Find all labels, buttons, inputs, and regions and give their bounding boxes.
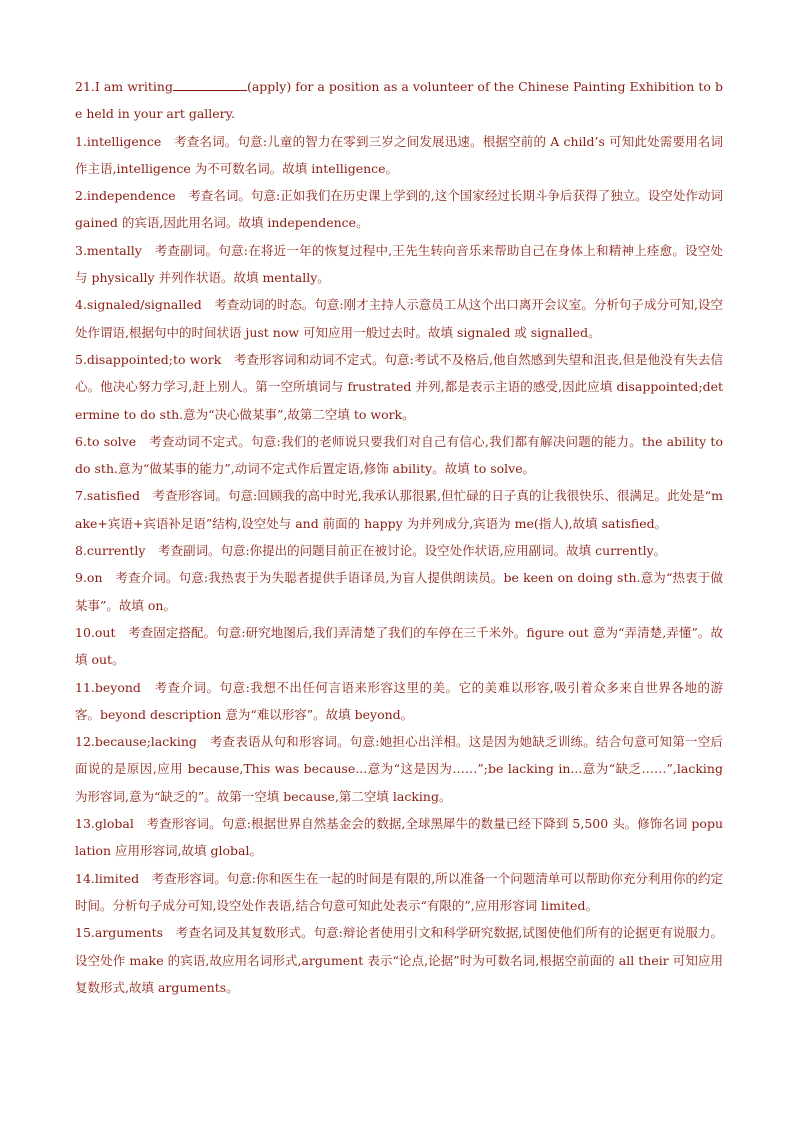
answer-5: 5.disappointed;to work 考查形容词和动词不定式。句意:考试不及格后,他自然感到失望和沮丧,但是他没有失去信心。他决心努力学习,赶上别人。第一空所填词与 frustrated 并列,都是表示主语的感受,因此应填 disappointed;determine to do sth.意为“决心做某事”,故第二空填 to work。 bbox=[75, 351, 723, 422]
answer-1: 1.intelligence 考查名词。句意:儿童的智力在零到三岁之间发展迅速。根据空前的 A child’s 可知此处需要用名词作主语,intelligence 为不可数名词。故填 intelligence。 bbox=[75, 133, 723, 176]
question-21 bbox=[75, 73, 723, 128]
answer-3: 3.mentally 考查副词。句意:在将近一年的恢复过程中,王先生转向音乐来帮助自己在身体上和精神上痊愈。设空处与 physically 并列作状语。故填 mentally。 bbox=[75, 242, 723, 286]
answer-11: 11.beyond 考查介词。句意:我想不出任何言语来形容这里的美。它的美难以形容,吸引着众多来自世界各地的游客。beyond description 意为“难以形容”。故填 beyond。 bbox=[75, 679, 723, 722]
answer-8: 8.currently 考查副词。句意:你提出的问题目前正在被讨论。设空处作状语,应用副词。故填 currently。 bbox=[75, 543, 667, 559]
answer-15: 15.arguments 考查名词及其复数形式。句意:辩论者使用引文和科学研究数据,试图使他们所有的论据更有说服力。设空处作 make 的宾语,故应用名词形式,argument 表示“论点,论据”时为可数名词,根据空前面的 all their 可知应用复数形式,故填 arguments。 bbox=[75, 925, 723, 995]
answer-10: 10.out 考查固定搭配。句意:研究地图后,我们弄清楚了我们的车停在三千米外。figure out 意为“弄清楚,弄懂”。故填 out。 bbox=[75, 624, 723, 668]
question-prefix: 21.I am writing bbox=[75, 79, 173, 94]
answer-2: 2.independence 考查名词。句意:正如我们在历史课上学到的,这个国家经过长期斗争后获得了独立。设空处作动词 gained 的宾语,因此用名词。故填 independence。 bbox=[75, 188, 723, 231]
answer-7: 7.satisfied 考查形容词。句意:回顾我的高中时光,我承认那很累,但忙碌的日子真的让我很快乐、很满足。此处是“make+宾语+宾语补足语”结构,设空处与 and 前面的 happy 为并列成分,宾语为 me(指人),故填 satisfied。 bbox=[75, 488, 723, 531]
answer-4: 4.signaled/signalled 考查动词的时态。句意:刚才主持人示意员工从这个出口离开会议室。分析句子成分可知,设空处作谓语,根据句中的时间状语 just now 可知应用一般过去时。故填 signaled 或 signalled。 bbox=[75, 297, 723, 340]
answer-14: 14.limited 考查形容词。句意:你和医生在一起的时间是有限的,所以准备一个问题清单可以帮助你充分利用你的约定时间。分析句子成分可知,设空处作表语,结合句意可知此处表示“有限的”,应用形容词 limited。 bbox=[75, 870, 723, 913]
answer-13: 13.global 考查形容词。句意:根据世界自然基金会的数据,全球黑犀牛的数量已经下降到 5,500 头。修饰名词 population 应用形容词,故填 global。 bbox=[75, 816, 723, 859]
answer-6: 6.to solve 考查动词不定式。句意:我们的老师说只要我们对自己有信心,我们都有解决问题的能力。the ability to do sth.意为“做某事的能力”,动词不定式作后置定语,修饰 ability。故填 to solve。 bbox=[75, 433, 723, 477]
question-suffix: (apply) for a position as a volunteer of the Chinese Painting Exhibition to be held in your art gallery. bbox=[75, 79, 723, 122]
answer-blank bbox=[173, 76, 247, 91]
answer-12: 12.because;lacking 考查表语从句和形容词。句意:她担心出洋相。这是因为她缺乏训练。结合句意可知第一空后面说的是原因,应用 because,This was because...意为“这是因为……”;be lacking in...意为“缺乏……”,lacking 为形容词,意为“缺乏的”。故第一空填 because,第二空填 lacking。 bbox=[75, 734, 723, 804]
answer-sheet bbox=[75, 73, 723, 1001]
answer-9: 9.on 考查介词。句意:我热衷于为失聪者提供手语译员,为盲人提供朗读员。be keen on doing sth.意为“热衷于做某事”。故填 on。 bbox=[75, 570, 723, 613]
